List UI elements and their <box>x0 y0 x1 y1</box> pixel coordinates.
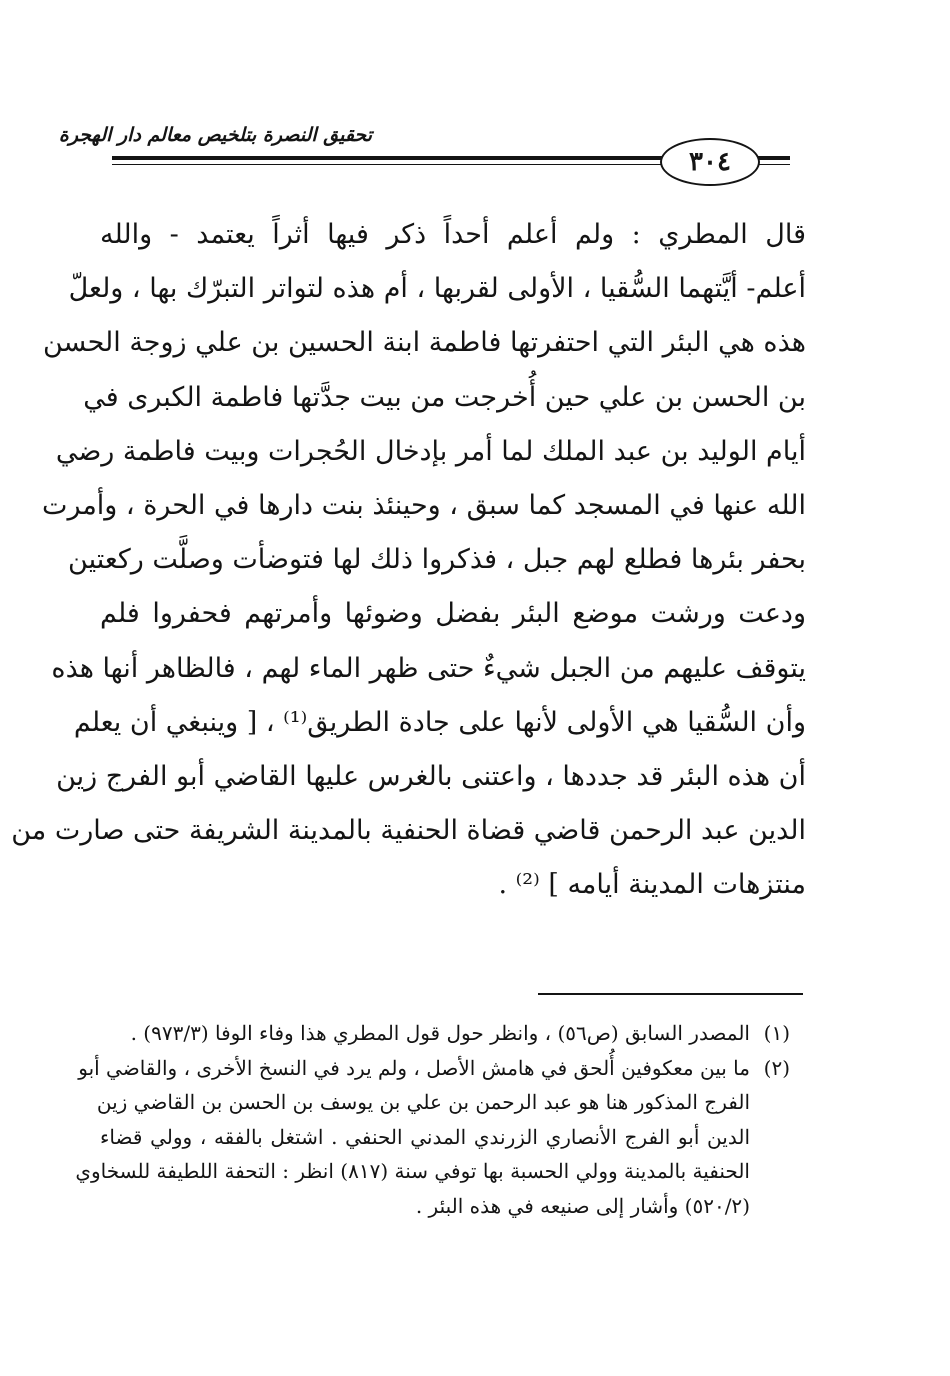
body-line: أن هذه البئر قد جددها ، واعتنى بالغرس عليها القاضي أبو الفرج زين <box>56 760 806 792</box>
body-line: الله عنها في المسجد كما سبق ، وحينئذ بنت دارها في الحرة ، وأمرت <box>42 489 806 521</box>
header-rule-thin <box>112 164 730 165</box>
body-line: منتزهات المدينة أيامه ] ⁽²⁾ . <box>498 869 806 901</box>
footnote-line: الفرج المذكور هنا هو عبد الرحمن بن علي بن يوسف بن الحسن بن القاضي زين <box>96 1090 750 1114</box>
footnote-line: الحنفية بالمدينة وولي الحسبة بها توفي سنة (٨١٧) انظر : التحفة اللطيفة للسخاوي <box>75 1159 750 1183</box>
body-line: قال المطري : ولم أعلم أحداً ذكر فيها أثراً يعتمد - والله <box>100 219 806 250</box>
footnote-text: المصدر السابق (ص٥٦) ، وانظر حول قول المطري هذا وفاء الوفا (٩٧٣/٣) . <box>130 1021 750 1045</box>
body-line: ودعت ورشت موضع البئر بفضل وضوئها وأمرتهم فحفروا فلم <box>100 598 806 630</box>
page-number-badge: ٣٠٤ <box>660 138 760 186</box>
body-line: أعلم- أيَّتهما السُّقيا ، الأولى لقربها ، أم هذه لتواتر التبرّك بها ، ولعلّ <box>68 273 806 305</box>
footnote-2 <box>75 1051 790 1224</box>
body-line: يتوقف عليهم من الجبل شيءٌ حتى ظهر الماء لهم ، فالظاهر أنها هذه <box>51 652 806 684</box>
footnote-line: (٥٢٠/٢) وأشار إلى صنيعه في هذه البئر . <box>415 1193 750 1218</box>
body-line: وأن السُّقيا هي الأولى لأنها على جادة الطريق⁽¹⁾ ، [ وينبغي أن يعلم <box>73 706 806 738</box>
footnote-marker: (٢) <box>763 1055 790 1080</box>
body-line: الدين عبد الرحمن قاضي قضاة الحنفية بالمدينة الشريفة حتى صارت من <box>11 815 806 847</box>
body-line: بحفر بئرها فطلع لهم جبل ، فذكروا ذلك لها فتوضأت وصلَّت ركعتين <box>68 544 806 576</box>
footnote-separator <box>538 993 803 995</box>
footnote-marker: (١) <box>763 1021 790 1045</box>
header-rule-thick <box>112 156 730 160</box>
body-line: هذه هي البئر التي احتفرتها فاطمة ابنة الحسين بن علي زوجة الحسن <box>42 327 806 359</box>
footnote-1 <box>100 1016 790 1051</box>
footnote-line: الدين أبو الفرج الأنصاري الزرندي المدني الحنفي . اشتغل بالفقه ، وولي قضاء <box>100 1124 750 1149</box>
running-header-title: تحقيق النصرة بتلخيص معالم دار الهجرة <box>58 124 372 146</box>
footnote-line <box>100 1016 790 1051</box>
main-text <box>11 208 806 912</box>
body-line: بن الحسن بن علي حين أُخرجت من بيت جدَّتها فاطمة الكبرى في <box>83 381 806 413</box>
body-line: أيام الوليد بن عبد الملك لما أمر بإدخال الحُجرات وبيت فاطمة رضي <box>55 435 806 467</box>
footnotes <box>75 1016 790 1223</box>
footnote-text: ما بين معكوفين أُلحق في هامش الأصل ، ولم يرد في النسخ الأخرى ، والقاضي أبو <box>78 1055 750 1080</box>
footnote-line <box>78 1051 790 1086</box>
